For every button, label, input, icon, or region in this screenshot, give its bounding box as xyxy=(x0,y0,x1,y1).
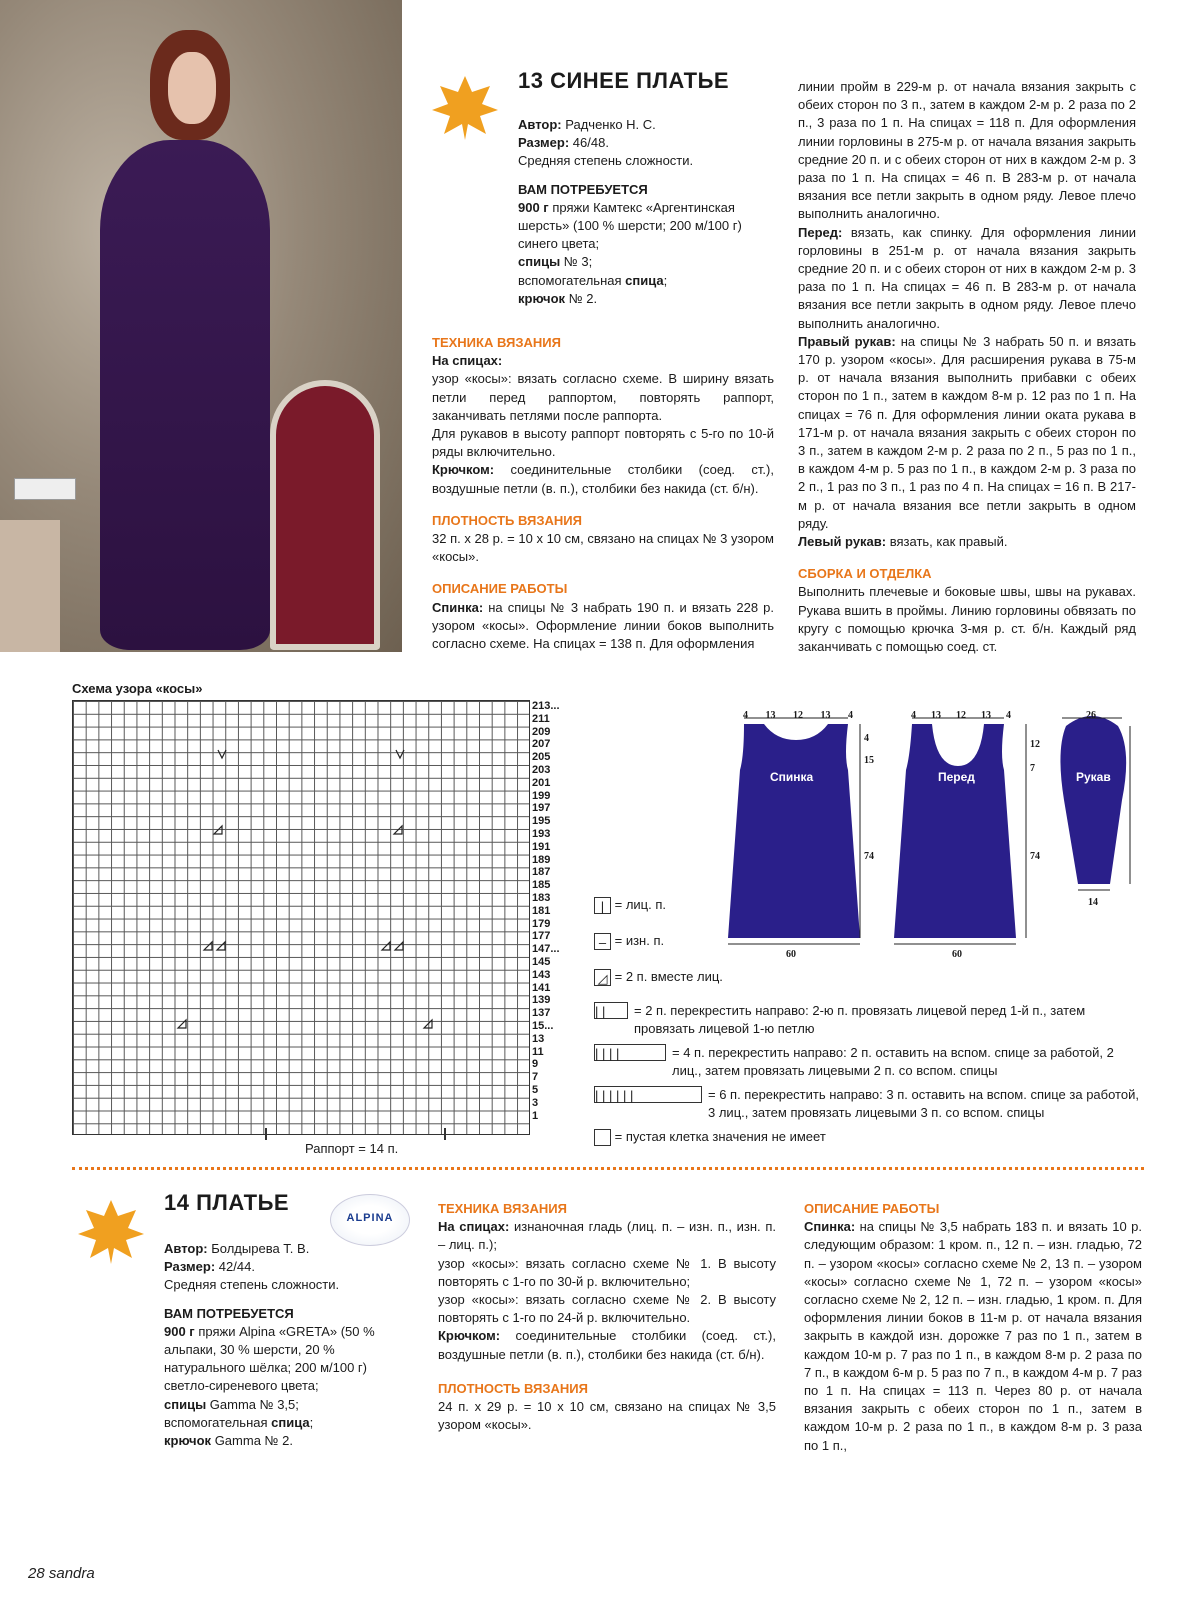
chart-row-label: 15... xyxy=(532,1019,554,1032)
model-photo xyxy=(0,0,402,652)
legend-purl: – = изн. п. xyxy=(594,932,1140,968)
chart-row-label: 177 xyxy=(532,930,551,943)
alpina-logo: ALPINA xyxy=(330,1194,410,1246)
chart-row-label: 213... xyxy=(532,700,560,712)
chart-row-label: 5 xyxy=(532,1083,539,1096)
front-top-dims: 4 13 12 13 4 xyxy=(911,710,1011,721)
chart-row-label: 141 xyxy=(532,981,551,994)
chart-row-label: 143 xyxy=(532,968,551,981)
section14-col2: ТЕХНИКА ВЯЗАНИЯ На спицах: изнаночная гладь (лиц. п. – изн. п., изн. п. – лиц. п.); узор «косы»: вязать согласно схеме № 1. В высоту повторять с 1-го по 30-й р. включительно; узор «косы»: вязать согласно схеме № 2. В высоту повторять с 1-го по 24-й р. включительно. Крючком: соединительные столбики (соед. ст.), воздушные петли (в. п.), столбики без накида (ст. б/н). ПЛОТНОСТЬ ВЯЗАНИЯ 24 п. х 29 р. = 10 х 10 см, связано на спицах № 3,5 узором «косы». xyxy=(438,1201,776,1433)
back-dim-74: 74 xyxy=(864,851,874,862)
legend-cross6: | | | | | | = 6 п. перекрестить направо: 3 п. оставить на вспом. спице за работой, 3 лиц., затем провязать лицевыми 3 п. со вспом. спицы xyxy=(595,1087,1139,1120)
chart-row-label: 13 xyxy=(532,1032,545,1045)
section14-meta: Автор: Болдырева Т. В. Размер: 42/44. Средняя степень сложности. ВАМ ПОТРЕБУЕТСЯ 900 г пряжи Alpina «GRETA» (50 % альпаки, 30 % шерсти, 20 % натурального шёлка; 200 м/100 г) светло-сиреневого цвета; спицы Gamma № 3,5; вспомогательная спица; крючок Gamma № 2. xyxy=(164,1241,375,1449)
chart-row-label: 3 xyxy=(532,1096,539,1109)
sleeve-dim-14: 14 xyxy=(1088,897,1098,908)
chart-row-label: 207 xyxy=(532,738,551,751)
chart-row-label: 185 xyxy=(532,879,551,892)
chart-row-label: 145 xyxy=(532,955,551,968)
sleeve-schematic xyxy=(1060,716,1126,884)
chart-title: Схема узора «косы» xyxy=(72,681,203,696)
front-label: Перед xyxy=(938,770,975,784)
chart-row-label: 187 xyxy=(532,866,551,879)
front-dim-74: 74 xyxy=(1030,851,1040,862)
repeat-label: Раппорт = 14 п. xyxy=(305,1141,399,1156)
chart-row-label: 199 xyxy=(532,789,551,802)
back-schematic xyxy=(728,724,860,938)
chart-row-label: 203 xyxy=(532,763,551,776)
leaf-icon-14 xyxy=(76,1196,146,1266)
chart-row-label: 179 xyxy=(532,917,551,930)
chart-row-label: 137 xyxy=(532,1007,551,1020)
legend-knit: | = лиц. п. xyxy=(594,896,1140,932)
legend-cross2: | | = 2 п. перекрестить направо: 2-ю п. провязать лицевой перед 1-й п., затем провязать лицевой 1-ю петлю xyxy=(595,1003,1086,1036)
chart-row-label: 201 xyxy=(532,776,551,789)
front-dim-12: 12 xyxy=(1030,739,1040,750)
legend-cross4: | | | | = 4 п. перекрестить направо: 2 п. оставить на вспом. спице за работой, 2 лиц., затем провязать лицевыми 2 п. со вспом. спицы xyxy=(595,1045,1114,1078)
section13-col3: линии пройм в 229-м р. от начала вязания закрыть с обеих сторон по 3 п., затем в каждом 2-м р. 2 раза по 2 п., 3 раза по 1 п. На спицах = 118 п. Для оформления линии горловины в 275-м р. от начала вязания закрыть средние 20 п. и с обеих сторон от них в каждом 2-м р. 3 раза по 1 п. На спицах = 46 п. В 283-м р. от начала вязания все петли закрыть в одном ряду. Левое плечо выполнить аналогично. Перед: вязать, как спинку. Для оформления линии горловины в 251-м р. от начала вязания закрыть средние 20 п. и с обеих сторон от них в каждом 2-м р. 3 раза по 1 п. На спицах = 46 п. В 283-м р. от начала вязания все петли закрыть в одном ряду. Левое плечо выполнить аналогично. Правый рукав: на спицы № 3 набрать 50 п. и вязать 170 р. узором «косы». Для расширения рукава в 75-м р. от начала вязания выполнить прибавки с обеих сторон по 1 п., затем в каждом 8-м р. 12 раз по 1 п. На спицах = 76 п. Для оформления линии оката рукава в 171-м р. от начала вязания закрыть с обеих сторон по 3 п., затем в каждом 2-м р. 2 раза по 2 п., 5 раз по 1 п., в каждом 4-м р. 5 раз по 1 п., в каждом 2-м р. 3 раза по 2 п., 1 раз по 3 п., 1 раз по 4 п. На спицах = 16 п. В 217-м р. от начала вязания все петли закрыть в одном ряду. Левый рукав: вязать, как правый. СБОРКА И ОТДЕЛКА Выполнить плечевые и боковые швы, швы на рукавах. Рукава вшить в проймы. Линию горловины обвязать по кругу с помощью крючка 3-мя р. ст. б/н. Каждый ряд заканчивать с помощью соед. ст. xyxy=(798,79,1136,655)
front-dim-60: 60 xyxy=(952,949,962,960)
chart-symbols xyxy=(72,700,530,1135)
chart-row-label: 11 xyxy=(532,1045,544,1058)
section14-col3: ОПИСАНИЕ РАБОТЫ Спинка: на спицы № 3,5 набрать 183 п. и вязать 10 р. следующим образом: 1 кром. п., 12 п. – изн. гладью, 72 п. – узором «косы» согласно схеме № 2, 13 п. – узором «косы» согласно схеме № 1, 72 п. – узором «косы» согласно схеме № 2, 12 п. – изн. гладью, 1 кром. п. Для оформления линии боков в 11-м р. от начала вязания закрыть в каждой изн. дорожке 7 раз по 1 п., затем в каждом 10-м р. 7 раз по 1 п., в каждом 8-м р. 2 раза по 7 п., в каждом 6-м р. 5 раз по 7 п., в каждом 4-м р. 7 раз по 1 п. На спицах = 113 п. Через 80 р. от начала вязания закрыть с обеих сторон по 1 п., затем в каждом 10-м р. 2 раза по 1 п., в каждом 8-м р. 3 раза по 1 п., xyxy=(804,1201,1142,1453)
chart-row-label: 9 xyxy=(532,1058,539,1071)
front-dim-7: 7 xyxy=(1030,763,1035,774)
legend-empty: = пустая клетка значения не имеет xyxy=(594,1128,1140,1152)
section13-meta: Автор: Радченко Н. С. Размер: 46/48. Средняя степень сложности. ВАМ ПОТРЕБУЕТСЯ 900 г пряжи Камтекс «Аргентинская шерсть» (100 % шерсти; 200 м/100 г) синего цвета; спицы № 3; вспомогательная спица; крючок № 2. xyxy=(518,117,742,306)
chart-row-label: 181 xyxy=(532,904,551,917)
chart-row-label: 189 xyxy=(532,853,551,866)
repeat-marker-right xyxy=(444,1128,446,1140)
chart-row-label: 7 xyxy=(532,1071,539,1084)
chart-row-label: 191 xyxy=(532,840,551,853)
section13-title: 13 СИНЕЕ ПЛАТЬЕ xyxy=(518,68,730,93)
back-dim-60: 60 xyxy=(786,949,796,960)
chart-row-label: 205 xyxy=(532,751,551,764)
section-divider xyxy=(72,1167,1144,1171)
chart-row-label: 211 xyxy=(532,712,550,725)
section14-title: 14 ПЛАТЬЕ xyxy=(164,1190,290,1215)
sleeve-label: Рукав xyxy=(1076,770,1111,784)
back-dim-4: 4 xyxy=(864,733,869,744)
chart-row-labels xyxy=(532,700,574,1122)
back-top-dims: 4 13 12 13 4 xyxy=(743,710,853,721)
sleeve-dim-26: 26 xyxy=(1086,710,1096,721)
back-dim-15: 15 xyxy=(864,755,874,766)
chart-row-label: 147... xyxy=(532,943,560,956)
chart-row-label: 209 xyxy=(532,725,551,738)
page-footer: 28 sandra xyxy=(28,1565,95,1582)
chart-row-label: 183 xyxy=(532,891,551,904)
chart-row-label: 195 xyxy=(532,815,551,828)
chart-row-label: 139 xyxy=(532,994,551,1007)
chart-row-label: 193 xyxy=(532,827,551,840)
back-label: Спинка xyxy=(770,770,814,784)
repeat-marker-left xyxy=(265,1128,267,1140)
front-schematic xyxy=(894,724,1016,938)
section13-col2: ТЕХНИКА ВЯЗАНИЯ На спицах: узор «косы»: вязать согласно схеме. В ширину вязать петли перед раппортом, повторять раппорт, заканчивать петлями после раппорта. Для рукавов в высоту раппорт повторять с 5-го по 10-й ряды включительно. Крючком: соединительные столбики (соед. ст.), воздушные петли (в. п.), столбики без накида (ст. б/н). ПЛОТНОСТЬ ВЯЗАНИЯ 32 п. х 28 р. = 10 х 10 см, связано на спицах № 3 узором «косы». ОПИСАНИЕ РАБОТЫ Спинка: на спицы № 3 набрать 190 п. и вязать 228 р. узором «косы». Оформление линии боков выполнить согласно схеме. На спицах = 138 п. Для оформления xyxy=(432,335,774,652)
chart-row-label: 1 xyxy=(532,1109,539,1122)
legend-k2tog: ◿ = 2 п. вместе лиц. xyxy=(594,968,1140,1002)
chart-row-label: 197 xyxy=(532,802,551,815)
leaf-icon xyxy=(430,72,500,142)
garment-schematics xyxy=(720,700,1160,965)
